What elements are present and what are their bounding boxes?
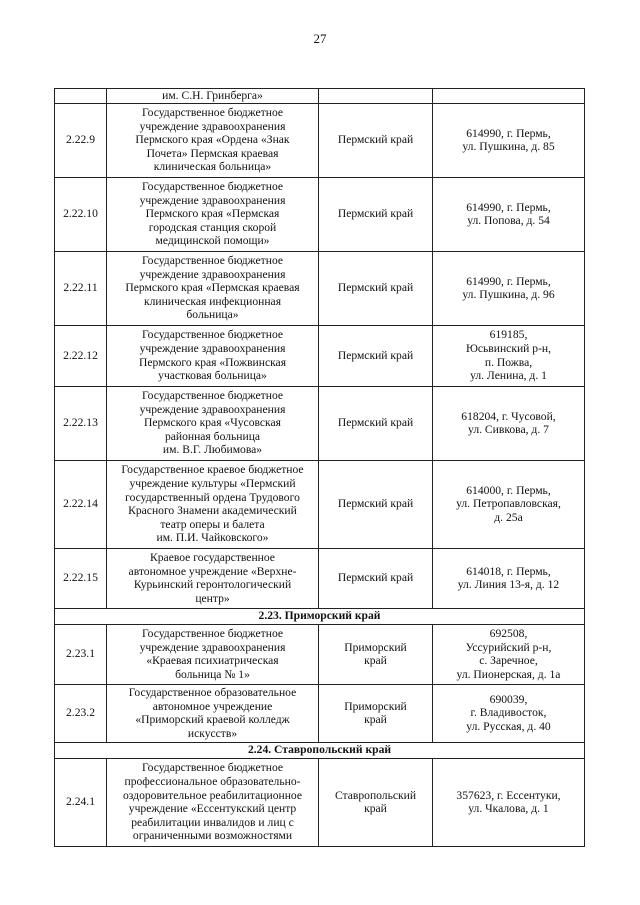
table-row [55, 89, 585, 104]
institution-name: Государственное бюджетное учреждение здравоохранения Пермского края «Пермская городская станция скорой медицинской помощи» [107, 177, 319, 251]
institution-name: Государственное образовательное автономное учреждение «Приморский краевой колледж искусств» [107, 684, 319, 742]
address: 614990, г. Пермь, ул. Пушкина, д. 96 [433, 251, 585, 325]
address: 357623, г. Ессентуки, ул. Чкалова, д. 1 [433, 758, 585, 846]
address [433, 89, 585, 104]
registry-table [54, 88, 585, 847]
address: 619185, Юсьвинский р-н, п. Пожва, ул. Ленина, д. 1 [433, 325, 585, 386]
table-row [55, 624, 585, 684]
region: Ставропольский край [319, 758, 433, 846]
row-number: 2.22.10 [55, 177, 107, 251]
table-row [55, 684, 585, 742]
region: Пермский край [319, 548, 433, 608]
institution-name: Краевое государственное автономное учреждение «Верхне- Курьинский геронтологический центр» [107, 548, 319, 608]
region: Пермский край [319, 460, 433, 548]
address: 692508, Уссурийский р-н, с. Заречное, ул. Пионерская, д. 1а [433, 624, 585, 684]
region: Приморский край [319, 684, 433, 742]
row-number: 2.22.14 [55, 460, 107, 548]
region: Пермский край [319, 386, 433, 460]
row-number: 2.22.13 [55, 386, 107, 460]
institution-name: Государственное бюджетное учреждение здравоохранения Пермского края «Пермская краевая клиническая инфекционная больница» [107, 251, 319, 325]
institution-name: Государственное бюджетное учреждение здравоохранения Пермского края «Ордена «Знак Почета» Пермская краевая клиническая больница» [107, 103, 319, 177]
address: 618204, г. Чусовой, ул. Сивкова, д. 7 [433, 386, 585, 460]
table-row [55, 758, 585, 846]
region: Пермский край [319, 251, 433, 325]
table-row [55, 460, 585, 548]
address: 614000, г. Пермь, ул. Петропавловская, д. 25а [433, 460, 585, 548]
address: 614990, г. Пермь, ул. Пушкина, д. 85 [433, 103, 585, 177]
table-row [55, 251, 585, 325]
region: Пермский край [319, 103, 433, 177]
institution-name: Государственное бюджетное учреждение здравоохранения Пермского края «Чусовская районная больница им. В.Г. Любимова» [107, 386, 319, 460]
institution-name: Государственное бюджетное учреждение здравоохранения Пермского края «Пожвинская участковая больница» [107, 325, 319, 386]
table-row [55, 548, 585, 608]
row-number: 2.23.1 [55, 624, 107, 684]
region: Приморский край [319, 624, 433, 684]
section-title: 2.23. Приморский край [55, 608, 585, 624]
row-number: 2.24.1 [55, 758, 107, 846]
region [319, 89, 433, 104]
institution-name: Государственное краевое бюджетное учреждение культуры «Пермский государственный ордена Трудового Красного Знамени академический театр оперы и балета им. П.И. Чайковского» [107, 460, 319, 548]
row-number: 2.23.2 [55, 684, 107, 742]
address: 614990, г. Пермь, ул. Попова, д. 54 [433, 177, 585, 251]
institution-name: им. С.Н. Гринберга» [107, 89, 319, 104]
address: 614018, г. Пермь, ул. Линия 13-я, д. 12 [433, 548, 585, 608]
institution-name: Государственное бюджетное профессиональное образовательно- оздоровительное реабилитационное учреждение «Ессентукский центр реабилитации инвалидов и лиц с ограниченными возможностями [107, 758, 319, 846]
region: Пермский край [319, 325, 433, 386]
page-number: 27 [313, 31, 327, 46]
table-row [55, 177, 585, 251]
row-number: 2.22.12 [55, 325, 107, 386]
institution-name: Государственное бюджетное учреждение здравоохранения «Краевая психиатрическая больница № 1» [107, 624, 319, 684]
row-number [55, 89, 107, 104]
row-number: 2.22.9 [55, 103, 107, 177]
region: Пермский край [319, 177, 433, 251]
address: 690039, г. Владивосток, ул. Русская, д. 40 [433, 684, 585, 742]
section-header-row [55, 608, 585, 624]
row-number: 2.22.11 [55, 251, 107, 325]
section-header-row [55, 742, 585, 758]
table-row [55, 103, 585, 177]
row-number: 2.22.15 [55, 548, 107, 608]
table-row [55, 386, 585, 460]
section-title: 2.24. Ставропольский край [55, 742, 585, 758]
table-row [55, 325, 585, 386]
